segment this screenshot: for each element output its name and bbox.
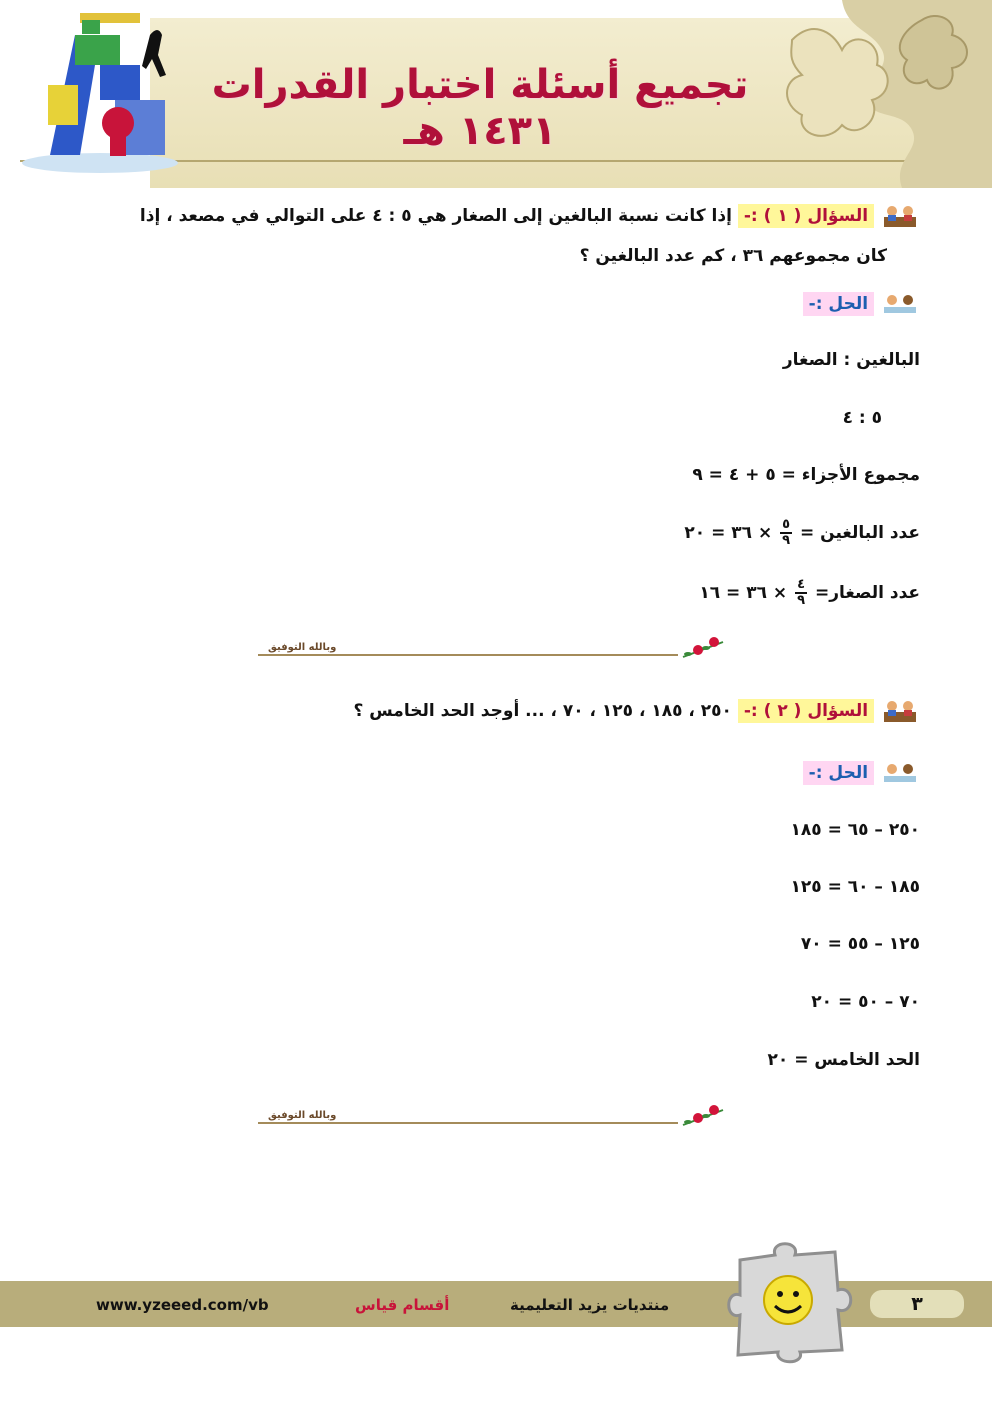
solution-2-label: الحل :- (803, 761, 874, 785)
smiley-puzzle-icon (720, 1240, 860, 1365)
solution-2-step-3: ١٢٥ – ٥٥ = ٧٠ (800, 934, 920, 954)
solution-1-line-1: البالغين : الصغار (782, 350, 920, 370)
divider-2 (258, 1100, 728, 1130)
question-1-text-line-1: إذا كانت نسبة البالغين إلى الصغار هي ٥ : ٤ على التوالي في مصعد ، إذا (139, 206, 732, 226)
solution-2-step-2: ١٨٥ – ٦٠ = ١٢٥ (790, 877, 920, 897)
solution-1-line-2: ٥ : ٤ (842, 408, 882, 428)
footer-section: أقسام قياس (355, 1296, 450, 1314)
page-title: تجميع أسئلة اختبار القدرات ١٤٣١ هـ (211, 62, 749, 154)
puzzle-pieces-icon (772, 0, 992, 188)
adults-count-result: × ٣٦ = ٢٠ (684, 523, 773, 543)
children-count-label: عدد الصغار= (814, 583, 920, 603)
roses-icon (678, 1100, 728, 1130)
solution-2-answer: الحد الخامس = ٢٠ (767, 1050, 920, 1070)
solution-1-line-5 (699, 578, 920, 608)
fraction-denominator: ٩ (797, 593, 806, 608)
solution-2-step-4: ٧٠ – ٥٠ = ٢٠ (811, 992, 920, 1012)
divider-line (258, 654, 678, 656)
children-count-result: × ٣٦ = ١٦ (699, 583, 788, 603)
divider-caption: وبالله التوفيق (268, 1110, 337, 1121)
question-2-text: ٢٥٠ ، ١٨٥ ، ١٢٥ ، ٧٠ ، ... أوجد الحد الخامس ؟ (353, 701, 732, 721)
divider-line (258, 1122, 678, 1124)
question-2-line (354, 698, 921, 724)
study-kids-icon (880, 760, 920, 786)
page-number: ٣ (870, 1290, 964, 1318)
fraction-five-ninths (780, 518, 792, 548)
question-1-label: السؤال ( ١ ) :- (738, 204, 874, 228)
fraction-four-ninths (795, 578, 807, 608)
reading-kids-icon (880, 203, 920, 229)
fraction-numerator: ٥ (782, 517, 791, 532)
fraction-denominator: ٩ (782, 533, 791, 548)
solution-2-step-1: ٢٥٠ – ٦٥ = ١٨٥ (790, 820, 920, 840)
question-2-solution-heading (803, 760, 920, 786)
question-1-solution-heading (803, 291, 920, 317)
fraction-numerator: ٤ (797, 577, 806, 592)
question-1-text-line-2: كان مجموعهم ٣٦ ، كم عدد البالغين ؟ (579, 246, 887, 266)
solution-1-line-3: مجموع الأجزاء = ٥ + ٤ = ٩ (692, 465, 920, 485)
solution-1-line-4 (684, 518, 920, 548)
footer-website-link[interactable]: www.yzeeed.com/vb (96, 1296, 269, 1314)
question-1-line-1 (140, 203, 920, 229)
study-kids-icon (880, 291, 920, 317)
adults-count-label: عدد البالغين = (800, 523, 920, 543)
divider-1 (258, 632, 728, 662)
solution-1-label: الحل :- (803, 292, 874, 316)
footer-forum-name: منتديات يزيد التعليمية (510, 1296, 670, 1314)
divider-caption: وبالله التوفيق (268, 642, 337, 653)
roses-icon (678, 632, 728, 662)
reading-kids-icon (880, 698, 920, 724)
question-2-label: السؤال ( ٢ ) :- (738, 699, 874, 723)
logo-blocks-icon (20, 5, 180, 175)
